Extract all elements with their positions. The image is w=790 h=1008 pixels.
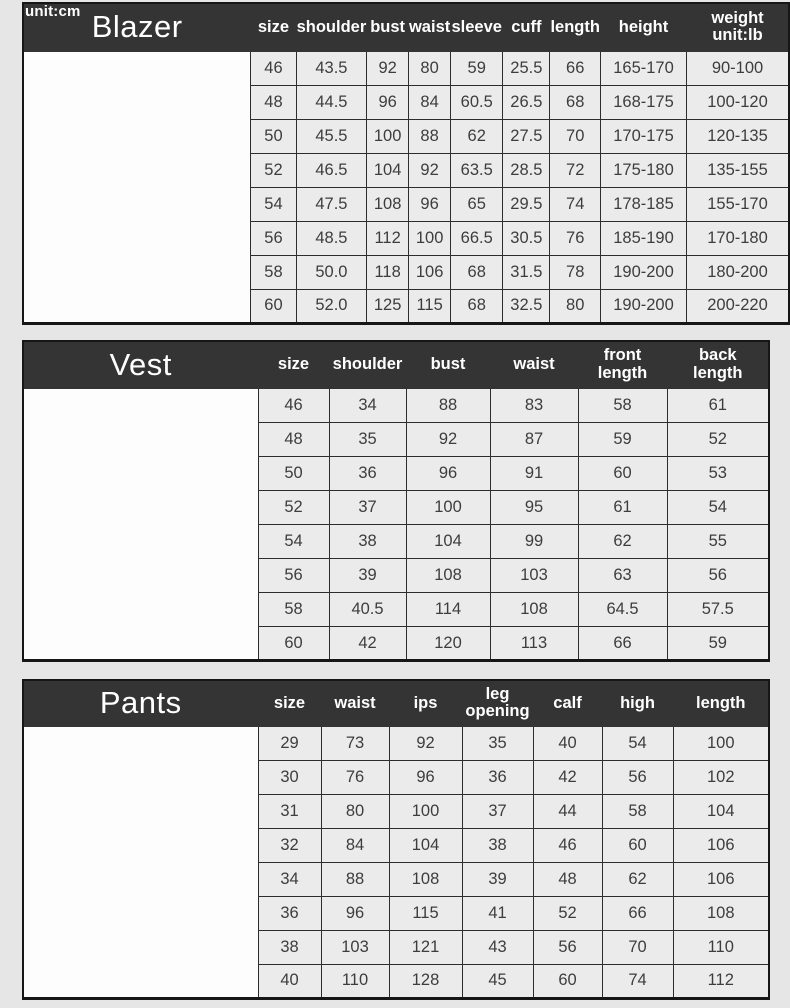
vest-row-46: [23, 389, 769, 423]
cell-back-length: 53: [667, 457, 769, 491]
cell-shoulder: 39: [329, 559, 406, 593]
cell-bust: 104: [367, 153, 409, 187]
blazer-row-46: [23, 51, 789, 85]
cell-calf: 52: [533, 896, 602, 930]
cell-high: 74: [602, 964, 673, 998]
pants-table-title: Pants: [23, 680, 258, 726]
cell-waist: 73: [321, 726, 389, 760]
cell-bust: 114: [406, 593, 490, 627]
cell-front-length: 66: [578, 627, 667, 661]
cell-calf: 60: [533, 964, 602, 998]
cell-leg-opening: 38: [462, 828, 533, 862]
column-header-ips: ips: [389, 680, 462, 726]
cell-length: 66: [550, 51, 601, 85]
cell-high: 62: [602, 862, 673, 896]
cell-height: 190-200: [600, 255, 686, 289]
cell-back-length: 56: [667, 559, 769, 593]
column-header-calf: calf: [533, 680, 602, 726]
cell-length: 102: [673, 760, 769, 794]
cell-bust: 96: [406, 457, 490, 491]
cell-calf: 46: [533, 828, 602, 862]
cell-ips: 96: [389, 760, 462, 794]
column-header-bust: bust: [406, 341, 490, 389]
cell-cuff: 26.5: [503, 85, 550, 119]
cell-ips: 115: [389, 896, 462, 930]
cell-height: 170-175: [600, 119, 686, 153]
cell-shoulder: 47.5: [296, 187, 367, 221]
cell-waist: 106: [408, 255, 450, 289]
cell-length: 100: [673, 726, 769, 760]
blazer-table: [22, 2, 790, 325]
unit-cm-label: unit:cm: [25, 3, 81, 20]
cell-size: 32: [258, 828, 321, 862]
cell-length: 70: [550, 119, 601, 153]
cell-shoulder: 40.5: [329, 593, 406, 627]
column-header-size: size: [258, 341, 329, 389]
cell-back-length: 61: [667, 389, 769, 423]
cell-length: 112: [673, 964, 769, 998]
column-header-size: size: [251, 3, 296, 51]
cell-back-length: 55: [667, 525, 769, 559]
cell-bust: 92: [367, 51, 409, 85]
cell-length: 106: [673, 862, 769, 896]
cell-front-length: 63: [578, 559, 667, 593]
cell-height: 168-175: [600, 85, 686, 119]
vest-size-panel: [22, 340, 790, 663]
cell-weight-unit-lb: 135-155: [687, 153, 789, 187]
cell-shoulder: 42: [329, 627, 406, 661]
cell-size: 60: [251, 289, 296, 323]
cell-bust: 96: [367, 85, 409, 119]
cell-bust: 100: [406, 491, 490, 525]
cell-waist: 88: [408, 119, 450, 153]
cell-bust: 125: [367, 289, 409, 323]
cell-weight-unit-lb: 200-220: [687, 289, 789, 323]
cell-leg-opening: 35: [462, 726, 533, 760]
cell-shoulder: 46.5: [296, 153, 367, 187]
cell-length: 68: [550, 85, 601, 119]
cell-shoulder: 34: [329, 389, 406, 423]
cell-waist: 96: [321, 896, 389, 930]
column-header-waist: waist: [321, 680, 389, 726]
cell-length: 80: [550, 289, 601, 323]
cell-height: 165-170: [600, 51, 686, 85]
cell-length: 110: [673, 930, 769, 964]
blazer-table-title: Blazer: [23, 3, 251, 51]
cell-ips: 104: [389, 828, 462, 862]
cell-size: 30: [258, 760, 321, 794]
cell-bust: 88: [406, 389, 490, 423]
cell-height: 175-180: [600, 153, 686, 187]
cell-waist: 87: [490, 423, 578, 457]
cell-waist: 88: [321, 862, 389, 896]
cell-high: 60: [602, 828, 673, 862]
cell-waist: 100: [408, 221, 450, 255]
pants-size-panel: [22, 679, 790, 1000]
cell-ips: 100: [389, 794, 462, 828]
cell-front-length: 58: [578, 389, 667, 423]
cell-sleeve: 68: [451, 255, 503, 289]
cell-waist: 92: [408, 153, 450, 187]
cell-calf: 44: [533, 794, 602, 828]
cell-height: 178-185: [600, 187, 686, 221]
cell-calf: 48: [533, 862, 602, 896]
column-header-waist: waist: [490, 341, 578, 389]
column-header-shoulder: shoulder: [329, 341, 406, 389]
cell-shoulder: 43.5: [296, 51, 367, 85]
cell-leg-opening: 36: [462, 760, 533, 794]
cell-size: 29: [258, 726, 321, 760]
cell-cuff: 29.5: [503, 187, 550, 221]
cell-waist: 80: [321, 794, 389, 828]
column-header-cuff: cuff: [503, 3, 550, 51]
cell-bust: 112: [367, 221, 409, 255]
cell-high: 66: [602, 896, 673, 930]
cell-ips: 92: [389, 726, 462, 760]
cell-size: 48: [251, 85, 296, 119]
blazer-product-image-placeholder: [23, 51, 251, 323]
cell-shoulder: 45.5: [296, 119, 367, 153]
cell-size: 48: [258, 423, 329, 457]
cell-sleeve: 59: [451, 51, 503, 85]
cell-cuff: 31.5: [503, 255, 550, 289]
vest-table-title: Vest: [23, 341, 258, 389]
cell-length: 106: [673, 828, 769, 862]
cell-leg-opening: 45: [462, 964, 533, 998]
cell-size: 38: [258, 930, 321, 964]
cell-sleeve: 65: [451, 187, 503, 221]
cell-front-length: 62: [578, 525, 667, 559]
column-header-front-length: front length: [578, 341, 667, 389]
cell-weight-unit-lb: 120-135: [687, 119, 789, 153]
cell-height: 190-200: [600, 289, 686, 323]
cell-waist: 108: [490, 593, 578, 627]
cell-size: 58: [251, 255, 296, 289]
cell-size: 56: [251, 221, 296, 255]
column-header-length: length: [550, 3, 601, 51]
cell-waist: 84: [321, 828, 389, 862]
cell-sleeve: 62: [451, 119, 503, 153]
cell-calf: 40: [533, 726, 602, 760]
cell-high: 58: [602, 794, 673, 828]
column-header-back-length: back length: [667, 341, 769, 389]
cell-front-length: 59: [578, 423, 667, 457]
cell-ips: 121: [389, 930, 462, 964]
cell-size: 34: [258, 862, 321, 896]
cell-shoulder: 50.0: [296, 255, 367, 289]
cell-back-length: 54: [667, 491, 769, 525]
cell-back-length: 52: [667, 423, 769, 457]
cell-high: 56: [602, 760, 673, 794]
cell-bust: 118: [367, 255, 409, 289]
cell-height: 185-190: [600, 221, 686, 255]
column-header-height: height: [600, 3, 686, 51]
cell-weight-unit-lb: 155-170: [687, 187, 789, 221]
column-header-size: size: [258, 680, 321, 726]
cell-waist: 95: [490, 491, 578, 525]
cell-waist: 96: [408, 187, 450, 221]
cell-size: 46: [258, 389, 329, 423]
column-header-shoulder: shoulder: [296, 3, 367, 51]
cell-leg-opening: 37: [462, 794, 533, 828]
cell-bust: 108: [406, 559, 490, 593]
cell-size: 56: [258, 559, 329, 593]
cell-size: 50: [251, 119, 296, 153]
cell-high: 70: [602, 930, 673, 964]
cell-length: 74: [550, 187, 601, 221]
column-header-weight-unit-lb: weight unit:lb: [687, 3, 789, 51]
cell-weight-unit-lb: 180-200: [687, 255, 789, 289]
cell-leg-opening: 39: [462, 862, 533, 896]
blazer-size-panel: [22, 2, 790, 325]
cell-bust: 104: [406, 525, 490, 559]
column-header-length: length: [673, 680, 769, 726]
cell-shoulder: 48.5: [296, 221, 367, 255]
cell-leg-opening: 43: [462, 930, 533, 964]
cell-size: 40: [258, 964, 321, 998]
cell-waist: 84: [408, 85, 450, 119]
cell-waist: 80: [408, 51, 450, 85]
cell-length: 104: [673, 794, 769, 828]
cell-back-length: 57.5: [667, 593, 769, 627]
cell-size: 50: [258, 457, 329, 491]
cell-cuff: 30.5: [503, 221, 550, 255]
cell-waist: 76: [321, 760, 389, 794]
cell-length: 78: [550, 255, 601, 289]
cell-cuff: 28.5: [503, 153, 550, 187]
cell-ips: 108: [389, 862, 462, 896]
column-header-high: high: [602, 680, 673, 726]
cell-calf: 42: [533, 760, 602, 794]
cell-size: 31: [258, 794, 321, 828]
cell-size: 58: [258, 593, 329, 627]
pants-product-image-placeholder: [23, 726, 258, 998]
cell-sleeve: 68: [451, 289, 503, 323]
cell-front-length: 61: [578, 491, 667, 525]
cell-waist: 103: [321, 930, 389, 964]
cell-sleeve: 63.5: [451, 153, 503, 187]
cell-waist: 110: [321, 964, 389, 998]
cell-sleeve: 60.5: [451, 85, 503, 119]
cell-waist: 99: [490, 525, 578, 559]
cell-cuff: 32.5: [503, 289, 550, 323]
cell-shoulder: 44.5: [296, 85, 367, 119]
cell-waist: 115: [408, 289, 450, 323]
cell-shoulder: 35: [329, 423, 406, 457]
cell-length: 76: [550, 221, 601, 255]
cell-length: 72: [550, 153, 601, 187]
cell-waist: 113: [490, 627, 578, 661]
cell-size: 54: [251, 187, 296, 221]
cell-front-length: 64.5: [578, 593, 667, 627]
cell-cuff: 27.5: [503, 119, 550, 153]
pants-row-29: [23, 726, 769, 760]
cell-waist: 91: [490, 457, 578, 491]
cell-size: 60: [258, 627, 329, 661]
cell-waist: 83: [490, 389, 578, 423]
cell-size: 46: [251, 51, 296, 85]
column-header-leg-opening: leg opening: [462, 680, 533, 726]
cell-calf: 56: [533, 930, 602, 964]
cell-size: 52: [251, 153, 296, 187]
cell-shoulder: 36: [329, 457, 406, 491]
vest-table: [22, 340, 770, 663]
cell-weight-unit-lb: 100-120: [687, 85, 789, 119]
cell-sleeve: 66.5: [451, 221, 503, 255]
cell-bust: 108: [367, 187, 409, 221]
cell-high: 54: [602, 726, 673, 760]
cell-cuff: 25.5: [503, 51, 550, 85]
cell-leg-opening: 41: [462, 896, 533, 930]
cell-bust: 120: [406, 627, 490, 661]
cell-weight-unit-lb: 90-100: [687, 51, 789, 85]
cell-size: 36: [258, 896, 321, 930]
cell-size: 52: [258, 491, 329, 525]
cell-weight-unit-lb: 170-180: [687, 221, 789, 255]
cell-shoulder: 38: [329, 525, 406, 559]
cell-front-length: 60: [578, 457, 667, 491]
vest-product-image-placeholder: [23, 389, 258, 661]
pants-table: [22, 679, 770, 1000]
column-header-bust: bust: [367, 3, 409, 51]
column-header-sleeve: sleeve: [451, 3, 503, 51]
cell-bust: 100: [367, 119, 409, 153]
cell-shoulder: 37: [329, 491, 406, 525]
cell-length: 108: [673, 896, 769, 930]
cell-shoulder: 52.0: [296, 289, 367, 323]
column-header-waist: waist: [408, 3, 450, 51]
cell-size: 54: [258, 525, 329, 559]
cell-back-length: 59: [667, 627, 769, 661]
cell-bust: 92: [406, 423, 490, 457]
cell-ips: 128: [389, 964, 462, 998]
cell-waist: 103: [490, 559, 578, 593]
